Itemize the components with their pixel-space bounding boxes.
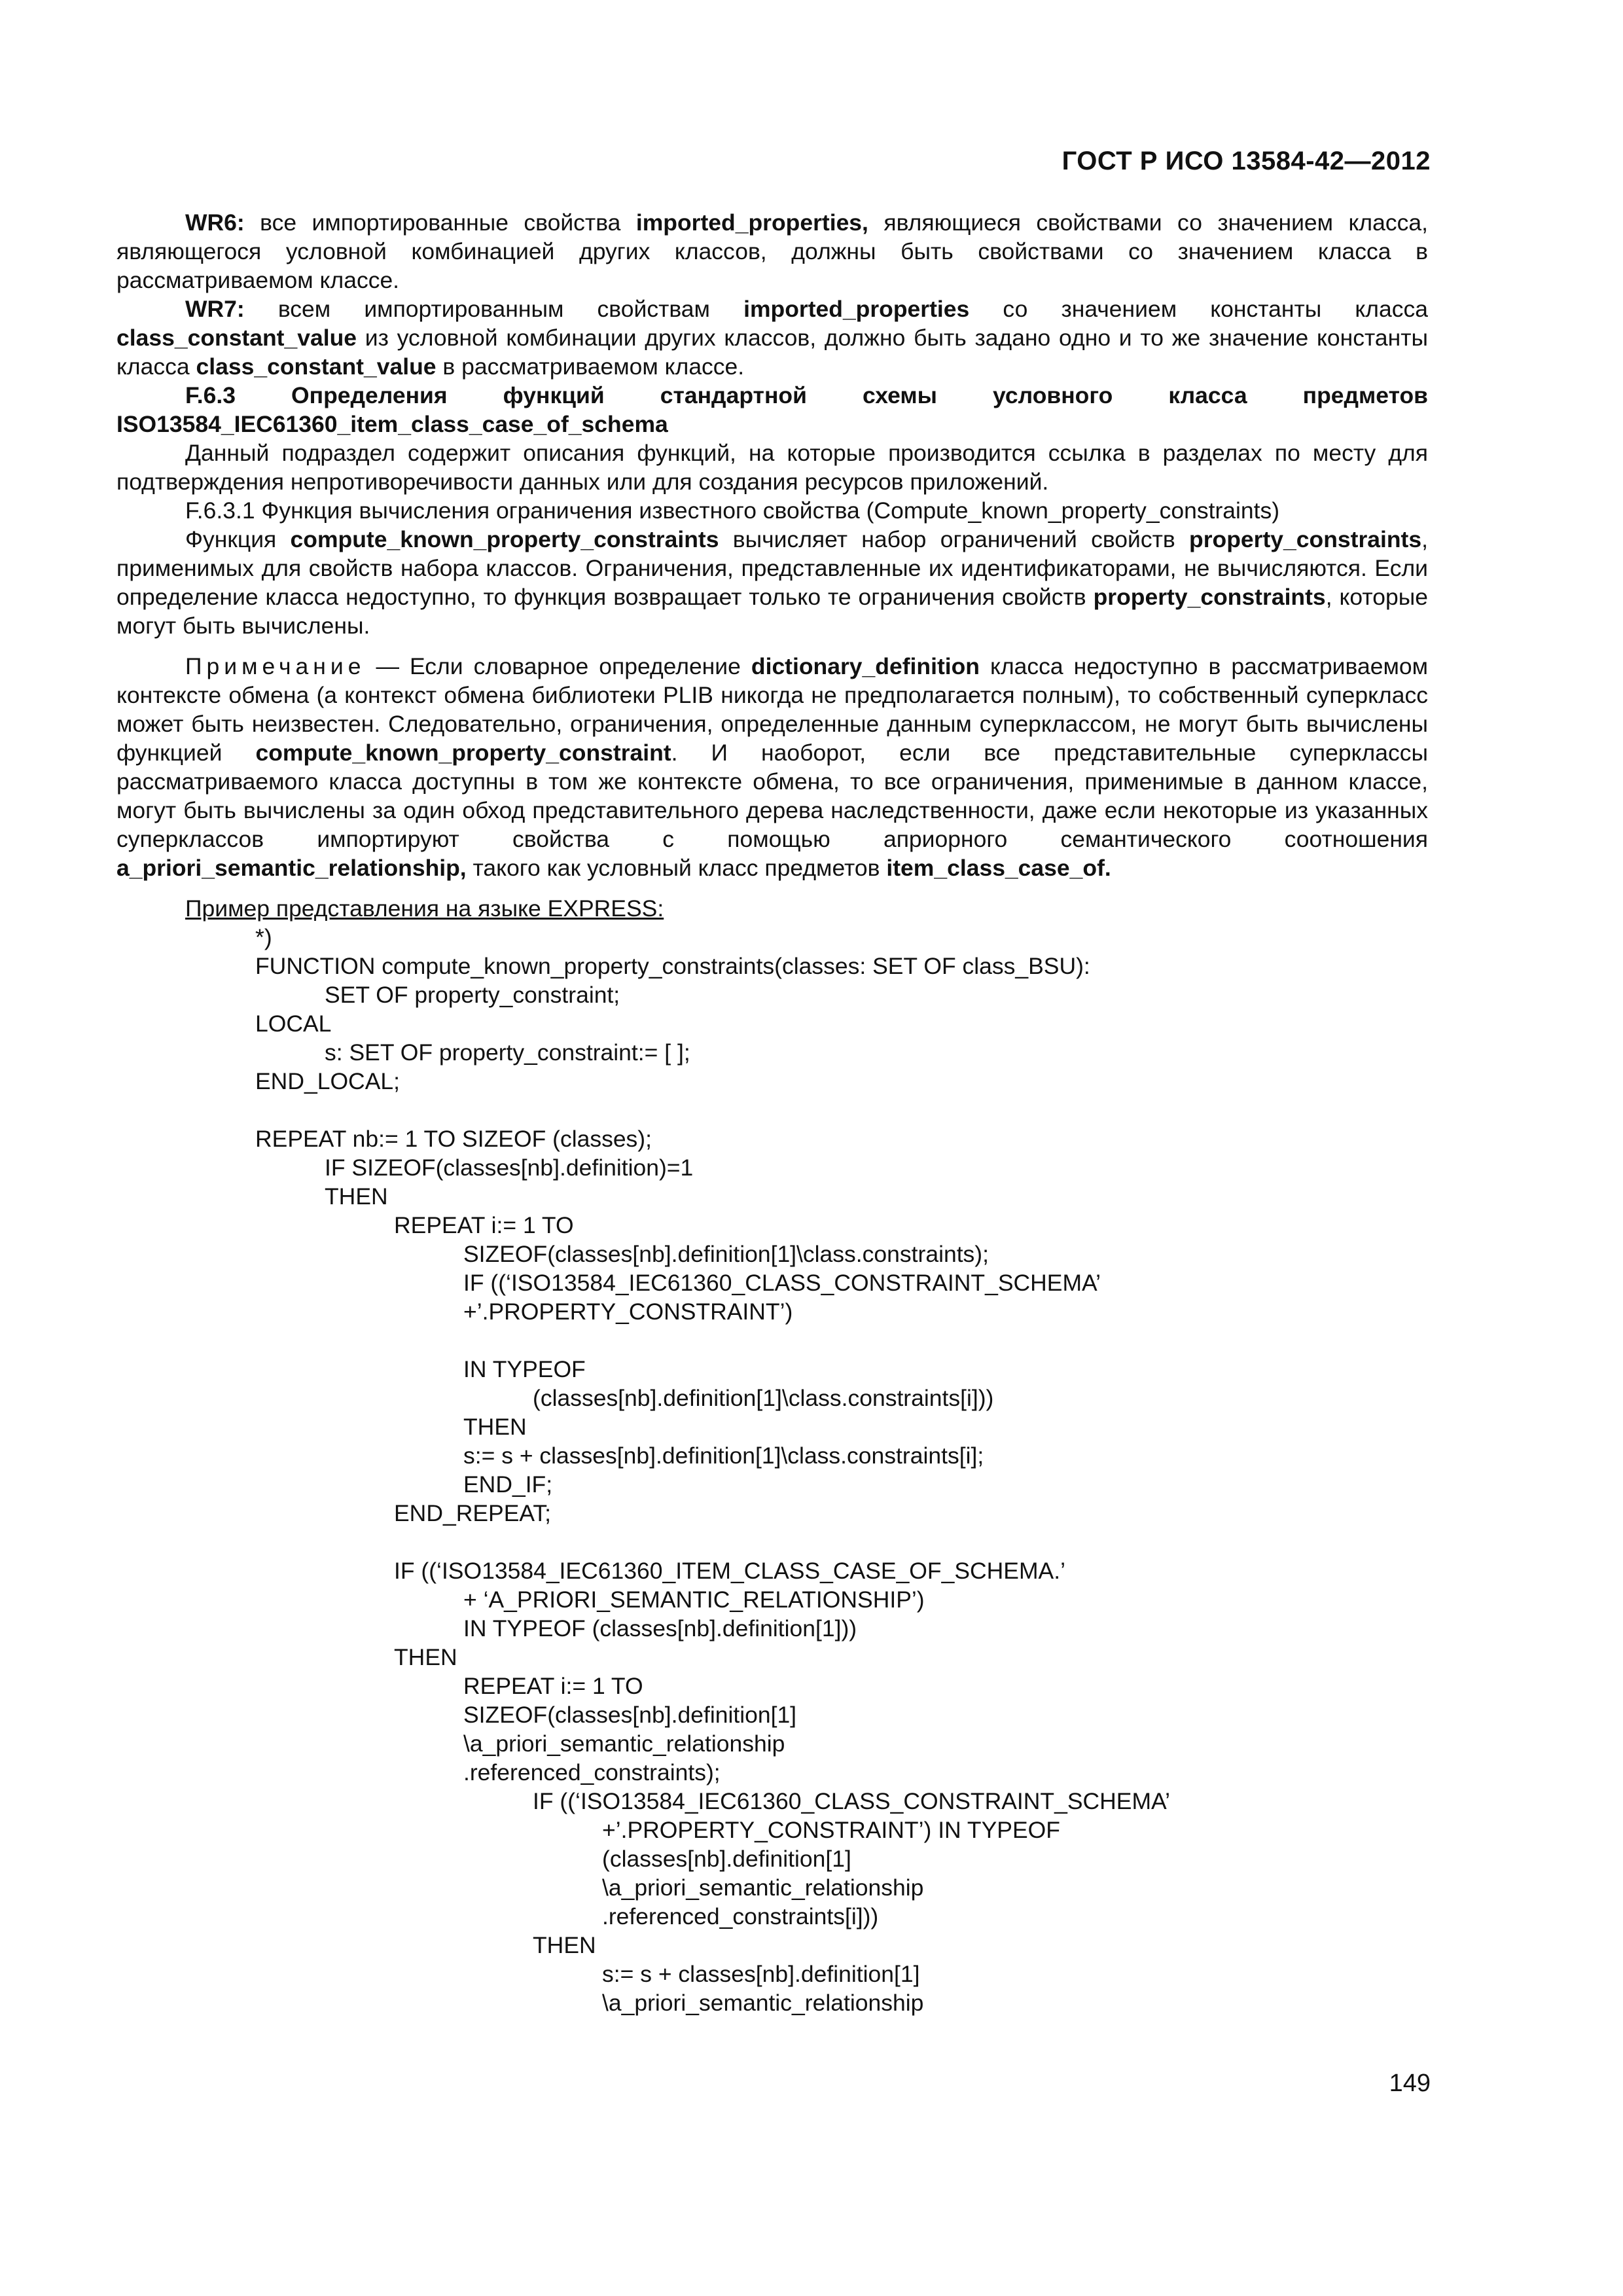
standard-header: ГОСТ Р ИСО 13584-42—2012 [1061, 147, 1431, 175]
code-line: IF ((‘ISO13584_IEC61360_ITEM_CLASS_CASE_OF_SCHEMA.’ [394, 1558, 1065, 1584]
code-line: + ‘A_PRIORI_SEMANTIC_RELATIONSHIP’) [463, 1587, 925, 1613]
note-term-2: compute_known_property_constraint [255, 740, 671, 766]
func-text-2: вычисляет набор ограничений свойств [719, 526, 1190, 552]
code-line: IN TYPEOF [463, 1356, 586, 1382]
code-line: THEN [325, 1183, 388, 1210]
spacer [116, 640, 1428, 652]
express-code-block [116, 923, 1428, 2017]
code-line: IF ((‘ISO13584_IEC61360_CLASS_CONSTRAINT_SCHEMA’ [533, 1788, 1170, 1814]
code-line: REPEAT nb:= 1 TO SIZEOF (classes); [255, 1126, 652, 1152]
code-line [116, 1528, 1428, 1556]
code-line: IN TYPEOF (classes[nb].definition[1])) [463, 1615, 857, 1641]
code-line: SIZEOF(classes[nb].definition[1]\class.constraints); [463, 1241, 989, 1267]
code-line: .referenced_constraints[i])) [602, 1903, 879, 1929]
note-text-4: такого как условный класс предметов [466, 855, 887, 881]
section-intro: Данный подраздел содержит описания функций, на которые производится ссылка в разделах по месту для подтверждения непротиворечивости данных или для создания ресурсов приложений. [116, 440, 1428, 495]
code-line: s: SET OF property_constraint:= [ ]; [325, 1039, 690, 1066]
code-line: \a_priori_semantic_relationship [602, 1990, 924, 2016]
code-line: END_REPEAT; [394, 1500, 552, 1526]
code-line: THEN [394, 1644, 457, 1670]
code-line [116, 1326, 1428, 1355]
note-term-3: a_priori_semantic_relationship, [116, 855, 467, 881]
code-line: \a_priori_semantic_relationship [602, 1874, 924, 1901]
wr7-text-3: из условной комбинации других классов, должно быть задано одно и то же значение константы класса [116, 325, 1428, 380]
code-line: END_IF; [463, 1471, 553, 1498]
note-paragraph [116, 652, 1428, 882]
code-line: +’.PROPERTY_CONSTRAINT’) IN TYPEOF [602, 1817, 1060, 1843]
wr6-label: WR6: [185, 209, 245, 236]
code-line: s:= s + classes[nb].definition[1] [602, 1961, 920, 1987]
code-line: IF ((‘ISO13584_IEC61360_CLASS_CONSTRAINT_SCHEMA’ [463, 1270, 1101, 1296]
func-text-3: , применимых для свойств набора классов. Ограничения, представленные их идентификаторами, не вычисляются. Если определение класса недоступно, то функция возвращает только те ограничения свойств [116, 526, 1428, 610]
wr6-text-1: все импортированные свойства [244, 209, 636, 236]
code-line: REPEAT i:= 1 TO [463, 1673, 643, 1699]
note-term-1: dictionary_definition [751, 653, 980, 679]
wr6-term-1: imported_properties, [635, 209, 868, 236]
func-text-4: , которые могут быть вычислены. [116, 584, 1428, 639]
wr7-term-1: imported_properties [743, 296, 970, 322]
example-title: Пример представления на языке EXPRESS: [185, 895, 664, 922]
wr7-term-3: class_constant_value [196, 353, 437, 380]
code-line: IF SIZEOF(classes[nb].definition)=1 [325, 1155, 694, 1181]
wr7-text-2: со значением константы класса [969, 296, 1429, 322]
wr7-term-2: class_constant_value [116, 325, 357, 351]
code-line: SET OF property_constraint; [325, 982, 620, 1008]
wr7-paragraph [116, 295, 1428, 381]
code-line: *) [255, 924, 272, 950]
page-content [116, 208, 1428, 2017]
code-line: FUNCTION compute_known_property_constraints(classes: SET OF class_BSU): [255, 953, 1090, 979]
note-text-1: — Если словарное определение [365, 653, 751, 679]
func-term-1: compute_known_property_constraints [290, 526, 719, 552]
wr6-paragraph [116, 208, 1428, 295]
code-line: +’.PROPERTY_CONSTRAINT’) [463, 1299, 793, 1325]
note-text-3: . И наоборот, если все представительные суперклассы рассматриваемого класса доступны в том же контексте обмена, то все ограничения, применимые в данном классе, могут быть вычислены за один обход представительного дерева наследственности, даже если некоторые из указанных суперклассов импортируют свойства с помощью априорного семантического соотношения [116, 740, 1428, 852]
wr7-label: WR7: [185, 296, 245, 322]
wr7-text-1: всем импортированным свойствам [244, 296, 744, 322]
code-line: REPEAT i:= 1 TO [394, 1212, 574, 1238]
note-label: Примечание [185, 653, 366, 679]
section-heading: F.6.3 Определения функций стандартной схемы условного класса предметов ISO13584_IEC61360_item_class_case_of_schema [116, 382, 1428, 437]
code-line: \a_priori_semantic_relationship [463, 1731, 785, 1757]
function-description [116, 525, 1428, 640]
code-line: (classes[nb].definition[1]\class.constraints[i])) [533, 1385, 994, 1411]
code-line: END_LOCAL; [255, 1068, 400, 1094]
wr6-text-2: являющиеся свойствами со значением класса, являющегося условной комбинацией других классов, должны быть свойствами со значением класса в рассматриваемом классе. [116, 209, 1428, 293]
subsection-heading: F.6.3.1 Функция вычисления ограничения известного свойства (Compute_known_property_constraints) [185, 497, 1280, 524]
note-term-4: item_class_case_of. [886, 855, 1111, 881]
func-term-3: property_constraints [1093, 584, 1326, 610]
code-line: THEN [463, 1414, 527, 1440]
code-line [116, 1096, 1428, 1124]
code-line: THEN [533, 1932, 596, 1958]
code-line: LOCAL [255, 1011, 332, 1037]
func-term-2: property_constraints [1189, 526, 1422, 552]
note-text-2: класса недоступно в рассматриваемом контексте обмена (а контекст обмена библиотеки PLIB никогда не предполагается полным), то собственный суперкласс может быть неизвестен. Следовательно, ограничения, определенные данным суперклассом, не могут быть вычислены функцией [116, 653, 1429, 766]
code-line: SIZEOF(classes[nb].definition[1] [463, 1702, 797, 1728]
code-line: s:= s + classes[nb].definition[1]\class.constraints[i]; [463, 1443, 984, 1469]
code-line: (classes[nb].definition[1] [602, 1846, 851, 1872]
wr7-text-4: в рассматриваемом классе. [436, 353, 745, 380]
func-text-1: Функция [185, 526, 291, 552]
page-number: 149 [1389, 2070, 1431, 2097]
code-line: .referenced_constraints); [463, 1759, 721, 1785]
